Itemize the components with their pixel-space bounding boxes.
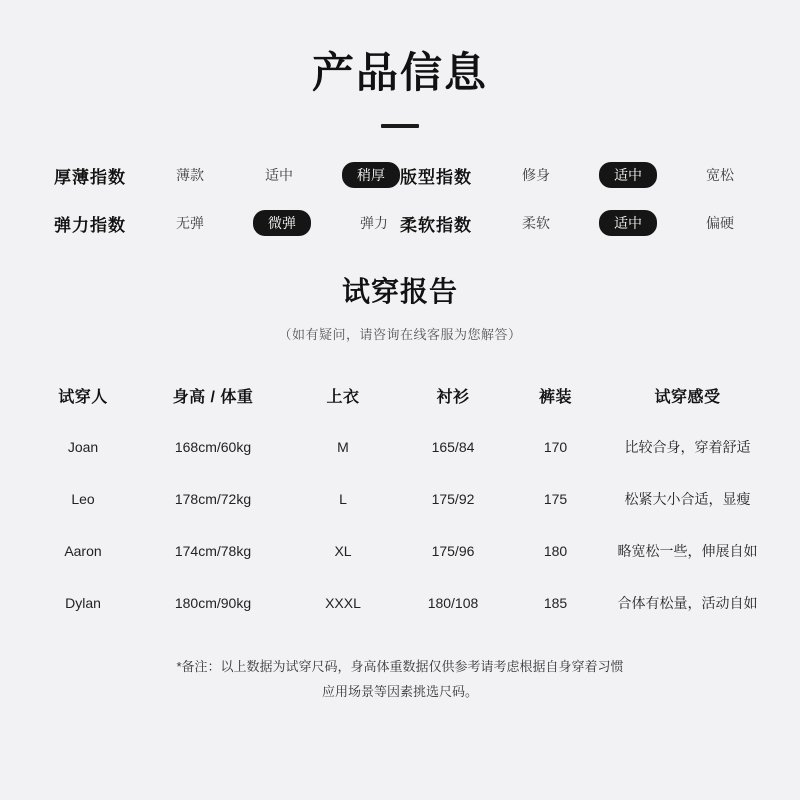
cell-height-weight: 174cm/78kg <box>174 543 252 560</box>
table-header-row <box>28 369 772 421</box>
cell-height-weight: 168cm/60kg <box>174 439 252 456</box>
index-label-softness: 柔软指数 <box>400 215 472 235</box>
option-softness-2[interactable]: 偏硬 <box>706 215 734 232</box>
cell-feedback: 松紧大小合适，显瘦 <box>624 491 751 508</box>
cell-shirt: 175/92 <box>431 491 475 508</box>
fitting-report-table <box>0 369 800 629</box>
report-title: 试穿报告 <box>341 276 458 308</box>
title-divider <box>381 124 419 128</box>
index-label-elasticity: 弹力指数 <box>54 215 126 235</box>
index-options-fit <box>504 162 746 188</box>
cell-person: Aaron <box>64 543 102 560</box>
index-group-fit <box>400 162 746 188</box>
cell-shirt: 180/108 <box>427 595 479 612</box>
index-options-elasticity <box>158 210 400 236</box>
cell-feedback: 略宽松一些，伸展自如 <box>617 543 758 560</box>
option-elasticity-2[interactable]: 弹力 <box>360 215 388 232</box>
column-header-pants: 裤装 <box>538 388 572 406</box>
column-header-person: 试穿人 <box>58 388 108 406</box>
cell-top: XXXL <box>325 595 361 612</box>
cell-height-weight: 180cm/90kg <box>174 595 252 612</box>
index-group-elasticity <box>54 210 400 236</box>
option-thickness-1[interactable]: 适中 <box>265 167 293 184</box>
table-row <box>28 421 772 473</box>
option-softness-1[interactable]: 适中 <box>599 210 657 236</box>
cell-feedback: 比较合身，穿着舒适 <box>624 439 751 456</box>
option-softness-0[interactable]: 柔软 <box>522 215 550 232</box>
index-block <box>0 162 800 236</box>
index-label-fit: 版型指数 <box>400 167 472 187</box>
index-group-thickness <box>54 162 400 188</box>
column-header-top: 上衣 <box>326 388 360 406</box>
column-header-shirt: 衬衫 <box>436 388 470 406</box>
cell-shirt: 165/84 <box>431 439 475 456</box>
cell-person: Leo <box>71 491 95 508</box>
option-thickness-2[interactable]: 稍厚 <box>342 162 400 188</box>
cell-shirt: 175/96 <box>431 543 475 560</box>
index-group-softness <box>400 210 746 236</box>
cell-pants: 180 <box>543 543 568 560</box>
index-row-1 <box>54 162 746 188</box>
option-thickness-0[interactable]: 薄款 <box>176 167 204 184</box>
cell-top: L <box>339 491 347 508</box>
index-row-2 <box>54 210 746 236</box>
index-options-softness <box>504 210 746 236</box>
table-row <box>28 525 772 577</box>
cell-pants: 170 <box>543 439 568 456</box>
page-title: 产品信息 <box>311 49 488 96</box>
column-header-feedback: 试穿感受 <box>654 388 721 406</box>
cell-height-weight: 178cm/72kg <box>174 491 252 508</box>
cell-pants: 175 <box>543 491 568 508</box>
cell-top: XL <box>334 543 352 560</box>
cell-person: Dylan <box>65 595 101 612</box>
option-elasticity-1[interactable]: 微弹 <box>253 210 311 236</box>
option-elasticity-0[interactable]: 无弹 <box>176 215 204 232</box>
option-fit-1[interactable]: 适中 <box>599 162 657 188</box>
footnote <box>0 655 800 704</box>
column-header-height-weight: 身高 / 体重 <box>172 388 254 406</box>
index-options-thickness <box>158 162 400 188</box>
table-row <box>28 577 772 629</box>
index-label-thickness: 厚薄指数 <box>54 167 126 187</box>
option-fit-0[interactable]: 修身 <box>522 167 550 184</box>
table-row <box>28 473 772 525</box>
report-subtitle: （如有疑问，请咨询在线客服为您解答） <box>278 327 522 343</box>
cell-pants: 185 <box>543 595 568 612</box>
cell-top: M <box>337 439 349 456</box>
option-fit-2[interactable]: 宽松 <box>706 167 734 184</box>
footnote-line-1: *备注：以上数据为试穿尺码，身高体重数据仅供参考请考虑根据自身穿着习惯 <box>176 659 624 675</box>
cell-feedback: 合体有松量，活动自如 <box>617 595 758 612</box>
cell-person: Joan <box>67 439 99 456</box>
footnote-line-2: 应用场景等因素挑选尺码。 <box>321 684 478 700</box>
